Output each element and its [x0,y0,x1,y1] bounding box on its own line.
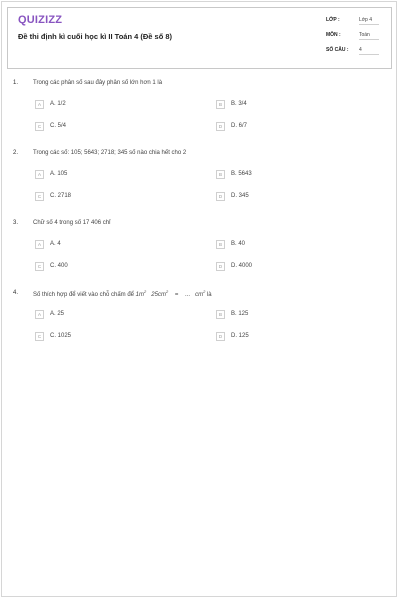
question-3-option-a[interactable]: A. 4 [50,241,61,247]
subject-label: MÔN : [326,32,341,38]
question-2-option-a-box[interactable]: A [35,170,44,179]
question-3-option-d[interactable]: D. 4000 [231,263,253,269]
question-count-label: SỐ CÂU : [326,47,349,53]
class-label: LỚP : [326,17,340,23]
question-3-number: 3. [13,220,19,226]
question-2-option-c[interactable]: C. 2718 [50,193,72,199]
question-1-option-c-box[interactable]: C [35,122,44,131]
class-value: Lớp 4 [359,17,379,25]
subject-value: Toán [359,32,379,40]
question-2-option-a[interactable]: A. 105 [50,171,68,177]
question-1-option-b-box[interactable]: B [216,100,225,109]
question-1-text: Trong các phân số sau đây phân số lớn hơn 1 là [33,80,163,86]
question-2-text: Trong các số: 105; 5643; 2718; 345 số nào chia hết cho 2 [33,150,187,156]
question-1-option-d-box[interactable]: D [216,122,225,131]
question-3-text: Chữ số 4 trong số 17 406 chỉ [33,220,111,226]
quizizz-logo: QUIZIZZ [18,14,63,26]
question-3-option-c[interactable]: C. 400 [50,263,68,269]
question-4-number: 4. [13,290,19,296]
question-1-option-d[interactable]: D. 6/7 [231,123,248,129]
question-4-option-b-box[interactable]: B [216,310,225,319]
question-4-text [33,289,212,298]
question-4-prefix: Số thích hợp để viết vào chỗ chấm để [33,292,134,298]
question-2-option-d[interactable]: D. 345 [231,193,249,199]
question-3-option-d-box[interactable]: D [216,262,225,271]
question-1-option-a-box[interactable]: A [35,100,44,109]
question-4-expr-a: $1m^2$ [135,289,147,298]
question-4-option-a-box[interactable]: A [35,310,44,319]
question-3-option-b[interactable]: B. 40 [231,241,246,247]
question-4-option-b[interactable]: B. 125 [231,311,249,317]
question-4-expr-b: $25cm^2$ [151,289,169,298]
question-count-value: 4 [359,47,379,55]
question-2-option-b[interactable]: B. 5643 [231,171,252,177]
worksheet-page [1,1,397,597]
question-1-option-b[interactable]: B. 3/4 [231,101,247,107]
question-2-option-d-box[interactable]: D [216,192,225,201]
question-2-number: 2. [13,150,19,156]
question-4-option-a[interactable]: A. 25 [50,311,65,317]
question-4-option-c-box[interactable]: C [35,332,44,341]
question-3-option-b-box[interactable]: B [216,240,225,249]
worksheet-title: Đề thi định kì cuối học kì II Toán 4 (Đề số 8) [18,32,173,41]
question-3-option-a-box[interactable]: A [35,240,44,249]
question-4-suffix: là [206,292,212,298]
question-2-option-b-box[interactable]: B [216,170,225,179]
question-4-expr-c: $cm^2$ [195,289,206,298]
question-1-option-c[interactable]: C. 5/4 [50,123,67,129]
question-1-number: 1. [13,80,19,86]
question-2-option-c-box[interactable]: C [35,192,44,201]
question-1-option-a[interactable]: A. 1/2 [50,101,66,107]
question-4-dots: ... [185,292,191,298]
question-4-option-d[interactable]: D. 125 [231,333,249,339]
question-4-option-c[interactable]: C. 1025 [50,333,72,339]
question-4-equals: = [174,292,179,298]
question-4-option-d-box[interactable]: D [216,332,225,341]
question-3-option-c-box[interactable]: C [35,262,44,271]
